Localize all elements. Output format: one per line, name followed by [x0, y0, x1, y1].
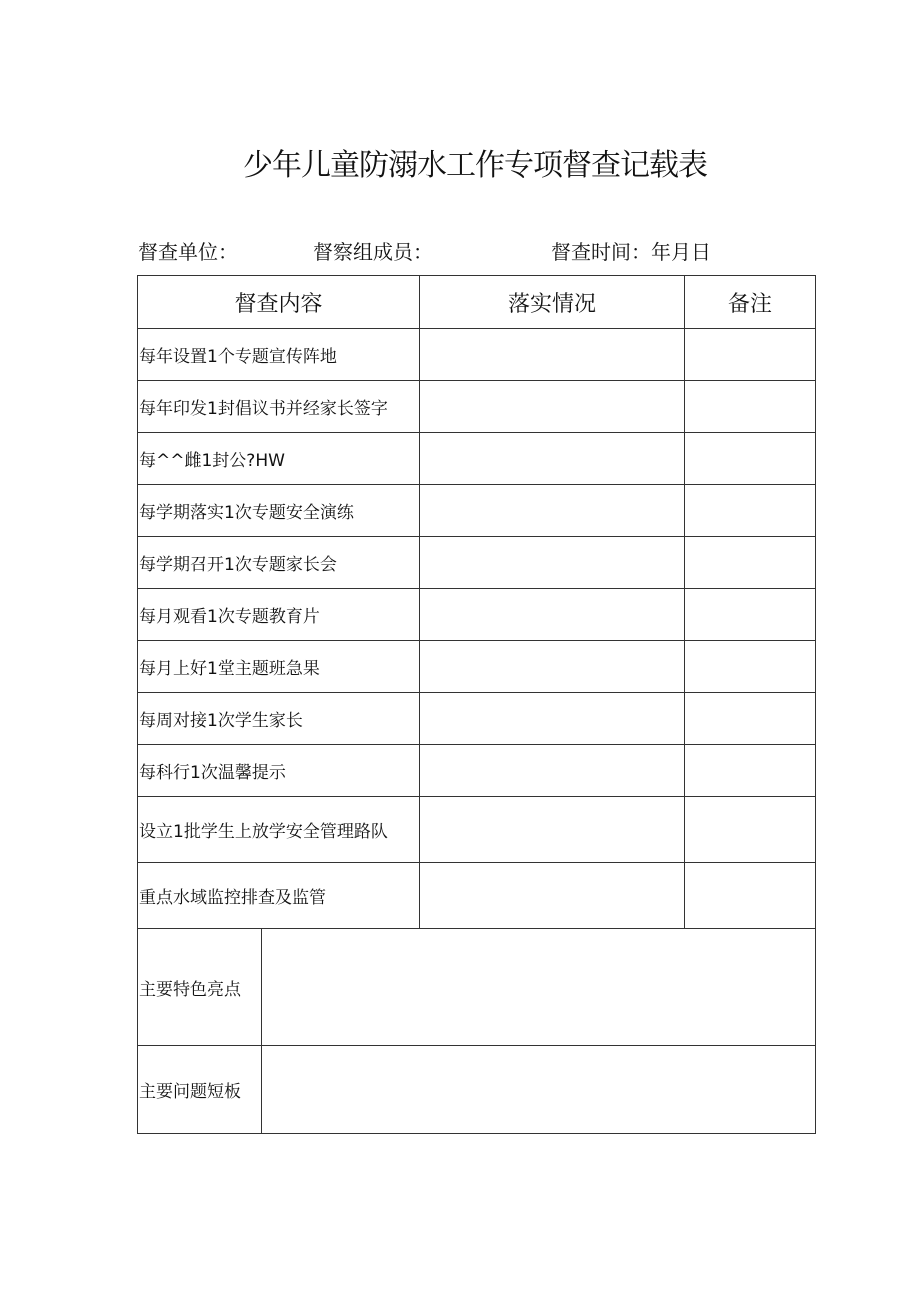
- table-row: [138, 641, 816, 693]
- table-row: [138, 589, 816, 641]
- implementation-cell[interactable]: [420, 433, 685, 485]
- item-label: 重点水域监控排查及监管: [138, 863, 420, 929]
- implementation-cell[interactable]: [420, 863, 685, 929]
- inspection-record-table: [137, 275, 816, 1134]
- inspection-members-label: 督察组成员：: [313, 240, 433, 264]
- item-label: 每学期落实1次专题安全演练: [138, 485, 420, 537]
- item-label: 每周对接1次学生家长: [138, 693, 420, 745]
- summary-row: [138, 929, 816, 1046]
- remarks-cell[interactable]: [685, 537, 816, 589]
- remarks-cell[interactable]: [685, 863, 816, 929]
- implementation-cell[interactable]: [420, 745, 685, 797]
- item-label: 每科行1次温馨提示: [138, 745, 420, 797]
- table-row: [138, 863, 816, 929]
- table-row: [138, 693, 816, 745]
- remarks-cell[interactable]: [685, 745, 816, 797]
- problems-cell[interactable]: [262, 1046, 816, 1134]
- remarks-cell[interactable]: [685, 589, 816, 641]
- implementation-cell[interactable]: [420, 693, 685, 745]
- table-row: [138, 433, 816, 485]
- implementation-cell[interactable]: [420, 589, 685, 641]
- implementation-cell[interactable]: [420, 329, 685, 381]
- summary-row: [138, 1046, 816, 1134]
- implementation-cell[interactable]: [420, 381, 685, 433]
- remarks-cell[interactable]: [685, 433, 816, 485]
- highlights-label: 主要特色亮点: [138, 929, 262, 1046]
- header-content: 督查内容: [138, 276, 420, 329]
- remarks-cell[interactable]: [685, 693, 816, 745]
- table-row: [138, 797, 816, 863]
- table-row: [138, 329, 816, 381]
- implementation-cell[interactable]: [420, 485, 685, 537]
- implementation-cell[interactable]: [420, 641, 685, 693]
- item-label: 每^^雌1封公?HW: [138, 433, 420, 485]
- highlights-cell[interactable]: [262, 929, 816, 1046]
- item-label: 每年设置1个专题宣传阵地: [138, 329, 420, 381]
- remarks-cell[interactable]: [685, 329, 816, 381]
- implementation-cell[interactable]: [420, 537, 685, 589]
- implementation-cell[interactable]: [420, 797, 685, 863]
- item-label: 每月上好1堂主题班急果: [138, 641, 420, 693]
- item-label: 每学期召开1次专题家长会: [138, 537, 420, 589]
- item-label: 每月观看1次专题教育片: [138, 589, 420, 641]
- table-row: [138, 485, 816, 537]
- problems-label: 主要问题短板: [138, 1046, 262, 1134]
- header-remarks: 备注: [685, 276, 816, 329]
- item-label: 每年印发1封倡议书并经家长签字: [138, 381, 420, 433]
- remarks-cell[interactable]: [685, 485, 816, 537]
- remarks-cell[interactable]: [685, 381, 816, 433]
- table-header-row: [138, 276, 816, 329]
- table-row: [138, 381, 816, 433]
- inspection-unit-label: 督查单位：: [138, 240, 238, 264]
- item-label: 设立1批学生上放学安全管理路队: [138, 797, 420, 863]
- table-row: [138, 745, 816, 797]
- inspection-time-label: 督查时间：年月日: [551, 240, 711, 264]
- page-title: 少年儿童防溺水工作专项督查记载表: [243, 148, 707, 183]
- header-implementation: 落实情况: [420, 276, 685, 329]
- remarks-cell[interactable]: [685, 797, 816, 863]
- table-row: [138, 537, 816, 589]
- remarks-cell[interactable]: [685, 641, 816, 693]
